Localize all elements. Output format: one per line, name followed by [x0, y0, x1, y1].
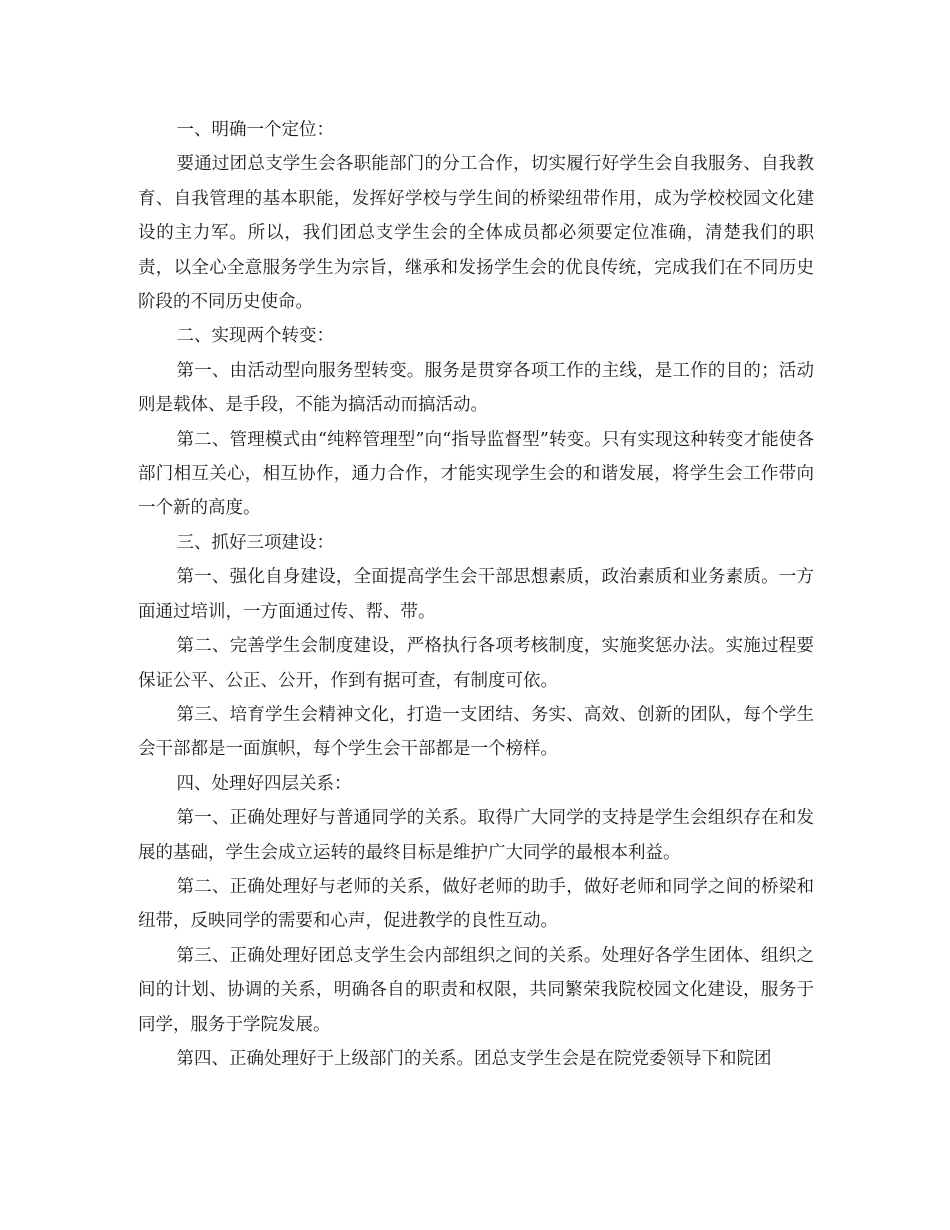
- paragraph: 要通过团总支学生会各职能部门的分工合作，切实履行好学生会自我服务、自我教育、自我管理的基本职能，发挥好学校与学生间的桥梁纽带作用，成为学校校园文化建设的主力军。所以，我们团总支学生会的全体成员都必须要定位准确，清楚我们的职责，以全心全意服务学生为宗旨，继承和发扬学生会的优良传统，完成我们在不同历史阶段的不同历史使命。: [138, 154, 814, 313]
- document-body: [138, 113, 814, 1076]
- paragraph: 第三、培育学生会精神文化，打造一支团结、务实、高效、创新的团队，每个学生会干部都是一面旗帜，每个学生会干部都是一个榜样。: [138, 704, 814, 760]
- paragraph: 第四、正确处理好于上级部门的关系。团总支学生会是在院党委领导下和院团: [176, 1048, 772, 1069]
- paragraph: 第一、由活动型向服务型转变。服务是贯穿各项工作的主线，是工作的目的；活动则是载体、是手段，不能为搞活动而搞活动。: [138, 360, 814, 416]
- paragraph: 第二、正确处理好与老师的关系，做好老师的助手，做好老师和同学之间的桥梁和纽带，反映同学的需要和心声，促进教学的良性互动。: [138, 876, 814, 932]
- paragraph: 第二、管理模式由“纯粹管理型”向“指导监督型”转变。只有实现这种转变才能使各部门相互关心，相互协作，通力合作，才能实现学生会的和谐发展，将学生会工作带向一个新的高度。: [138, 429, 814, 519]
- paragraph: 第二、完善学生会制度建设，严格执行各项考核制度，实施奖惩办法。实施过程要保证公平、公正、公开，作到有据可查，有制度可依。: [138, 636, 814, 691]
- section-heading: 四、处理好四层关系：: [176, 773, 352, 794]
- section-heading: 三、抓好三项建设：: [176, 532, 334, 553]
- paragraph: 第一、正确处理好与普通同学的关系。取得广大同学的支持是学生会组织存在和发展的基础，学生会成立运转的最终目标是维护广大同学的最根本利益。: [138, 808, 814, 863]
- paragraph: 第三、正确处理好团总支学生会内部组织之间的关系。处理好各学生团体、组织之间的计划、协调的关系，明确各自的职责和权限，共同繁荣我院校园文化建设，服务于同学，服务于学院发展。: [138, 945, 814, 1035]
- paragraph: 第一、强化自身建设，全面提高学生会干部思想素质，政治素质和业务素质。一方面通过培训，一方面通过传、帮、带。: [138, 567, 814, 622]
- section-heading: 二、实现两个转变：: [176, 326, 334, 347]
- section-heading: 一、明确一个定位：: [176, 120, 334, 140]
